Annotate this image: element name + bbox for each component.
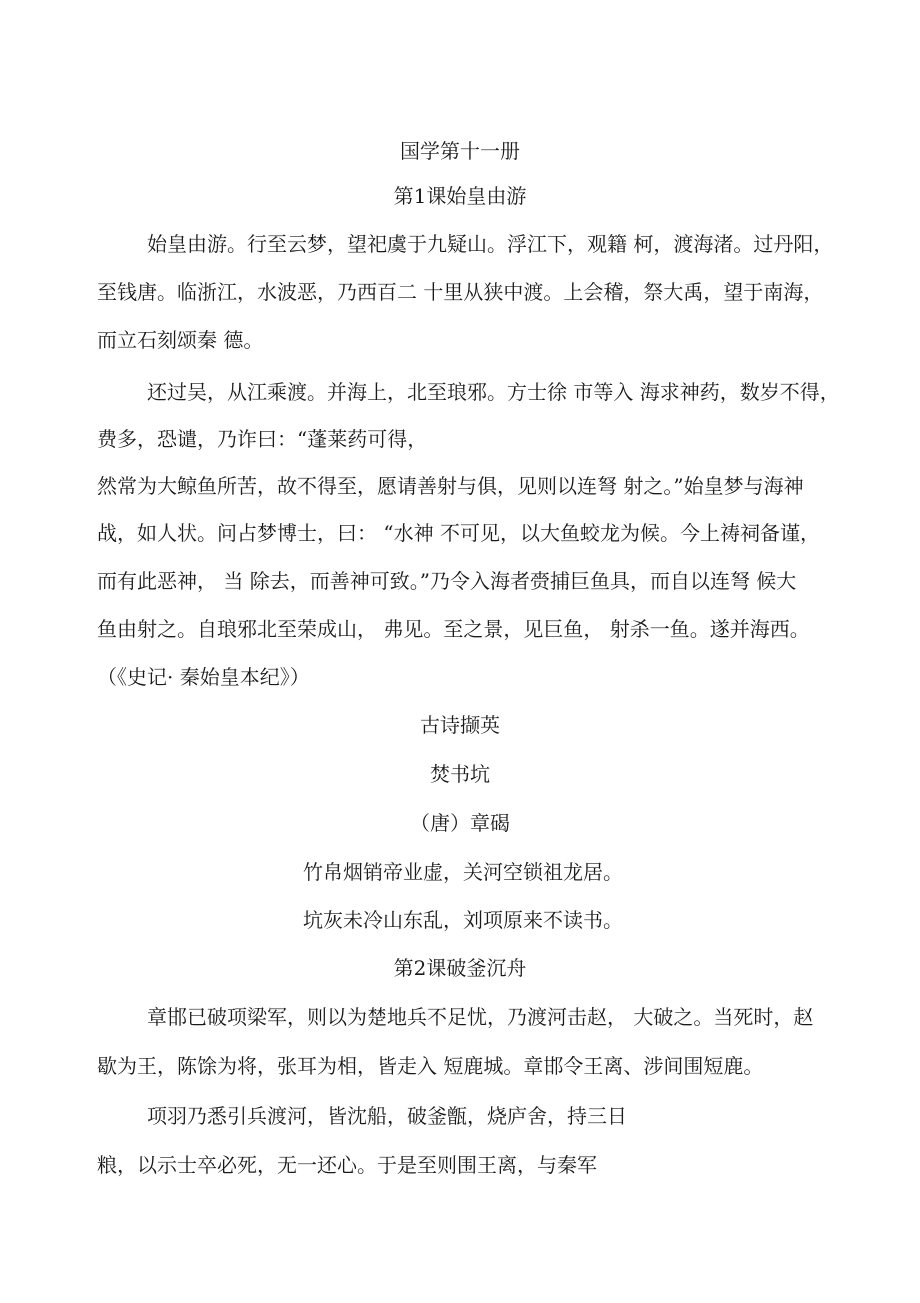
lesson-1-title: 第1课始皇由游 [393, 184, 527, 208]
lesson-1-line: 还过吴，从江乘渡。并海上，北至琅邪。方士徐 市等入 海求神药，数岁不得， [147, 380, 840, 404]
lesson-1-line: 而有此恶神， 当 除去，而善神可致。”乃令入海者赍捕巨鱼具，而自以连弩 候大 [97, 569, 797, 593]
lesson-2-line: 粮，以示士卒必死，无一还心。于是至则围王离，与秦军 [97, 1153, 597, 1177]
poem-author: （唐）章碣 [410, 811, 510, 835]
lesson-2-line: 章邯已破项梁军，则以为楚地兵不足忧，乃渡河击赵， 大破之。当死时，赵 [147, 1005, 814, 1029]
book-title: 国学第十一册 [400, 139, 520, 163]
poem-line: 竹帛烟销帝业虚，关河空锁祖龙居。 [303, 860, 623, 884]
lesson-1-line: 战，如人状。问占梦博士，曰： “水神 不可见，以大鱼蛟龙为候。今上祷祠备谨， [97, 521, 820, 545]
poem-line: 坑灰未冷山东乱，刘项原来不读书。 [303, 908, 623, 932]
source-citation: （《史记· 秦始皇本纪》） [97, 665, 310, 689]
lesson-1-line: 然常为大鲸鱼所苦，故不得至，愿请善射与俱，见则以连弩 射之。”始皇梦与海神 [97, 474, 804, 498]
lesson-2-line: 项羽乃悉引兵渡河，皆沈船，破釜甑，烧庐舍，持三日 [147, 1104, 627, 1128]
section-title: 古诗撷英 [420, 713, 500, 737]
poem-title: 焚书坑 [430, 762, 490, 786]
lesson-1-line: 至钱唐。临浙江，水波恶，乃西百二 十里从狭中渡。上会稽，祭大禹，望于南海， [97, 280, 824, 304]
lesson-1-line: 而立石刻颂秦 德。 [97, 328, 264, 352]
lesson-2-title: 第2课破釜沉舟 [393, 956, 527, 980]
lesson-1-line: 始皇由游。行至云梦，望祀虞于九疑山。浮江下，观籍 柯，渡海渚。过丹阳， [147, 232, 834, 256]
lesson-1-line: 费多，恐谴，乃诈曰：“蓬莱药可得， [97, 427, 428, 451]
lesson-2-line: 歇为王，陈馀为将，张耳为相，皆走入 短鹿城。章邯令王离、涉间围短鹿。 [97, 1054, 764, 1078]
lesson-1-line: 鱼由射之。自琅邪北至荣成山， 弗见。至之景，见巨鱼， 射杀一鱼。遂并海西。 [97, 617, 810, 641]
